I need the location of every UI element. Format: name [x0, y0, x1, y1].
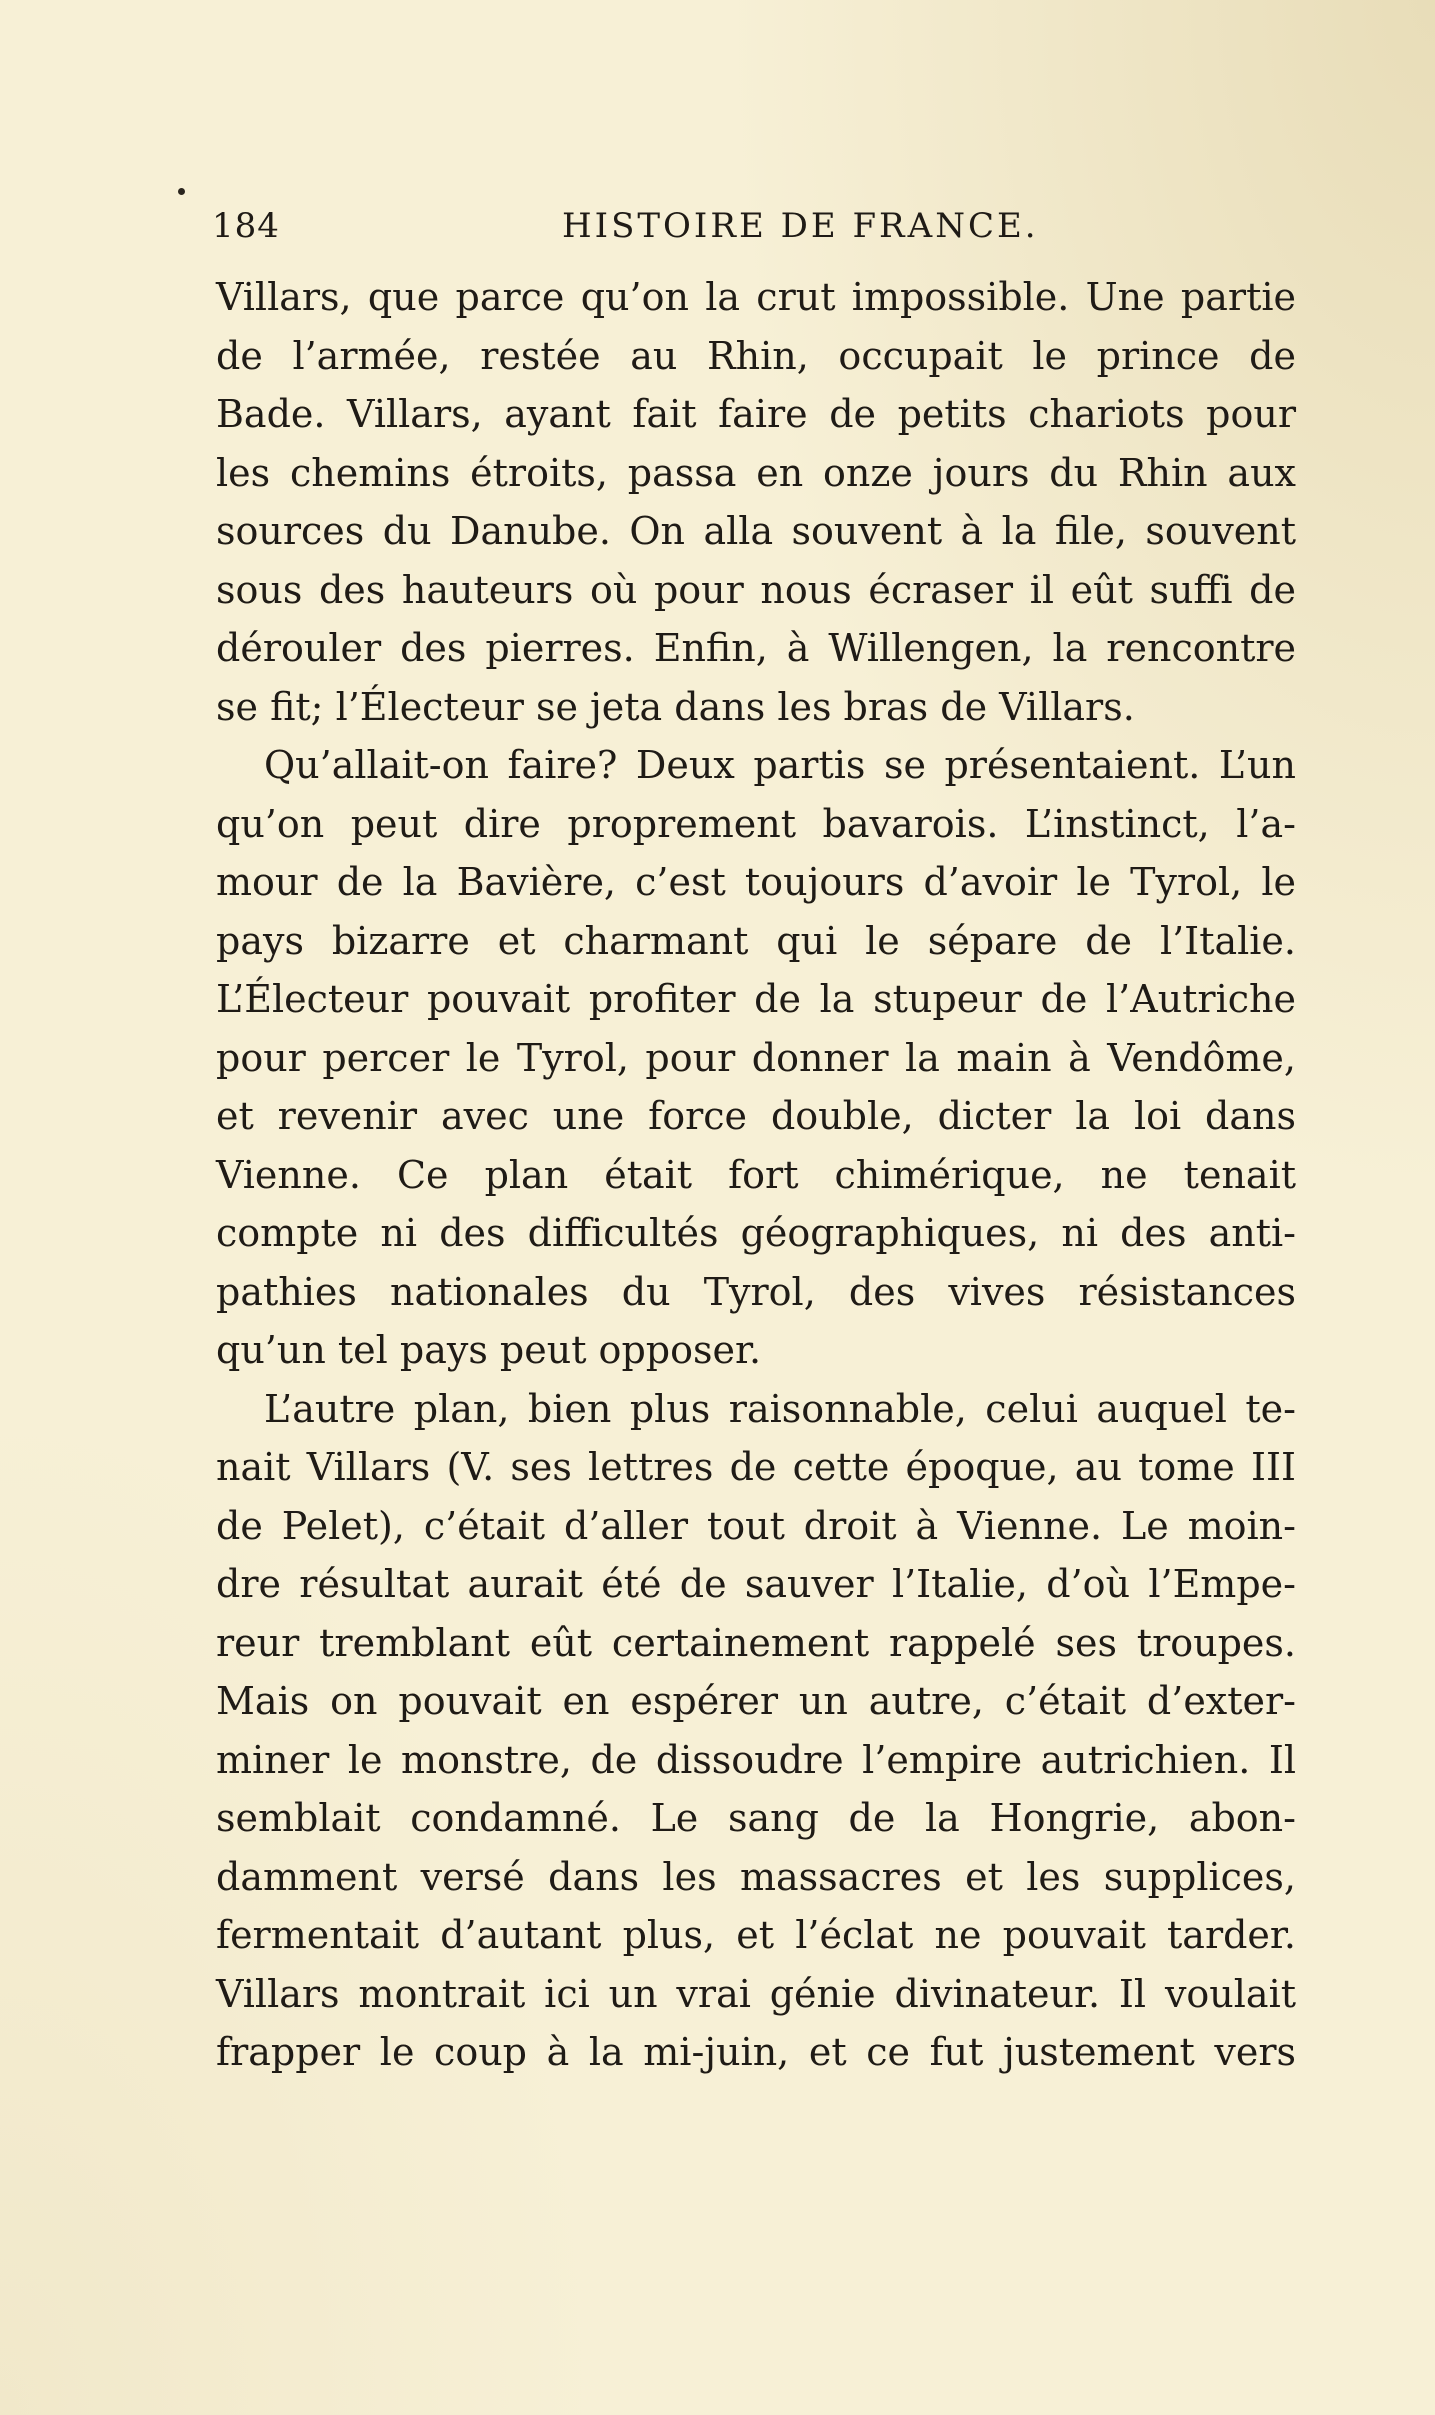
- text-line: reur tremblant eût certainement rappelé ses troupes.: [216, 1620, 1296, 1665]
- text-line: nait Villars (V. ses lettres de cette époque, au tome III: [216, 1445, 1296, 1489]
- text-line: Qu’allait-on faire? Deux partis se présentaient. L’un: [264, 743, 1296, 787]
- text-line: semblait condamné. Le sang de la Hongrie, abon-: [216, 1796, 1296, 1840]
- text-line: sous des hauteurs où pour nous écraser il eût suffi de: [216, 567, 1296, 612]
- text-line: et revenir avec une force double, dicter la loi dans: [216, 1094, 1296, 1138]
- text-line: se fit; l’Électeur se jeta dans les bras de Villars.: [216, 684, 1135, 729]
- text-line: qu’un tel pays peut opposer.: [216, 1328, 762, 1372]
- paragraph-2: [216, 736, 1296, 1380]
- text-line: les chemins étroits, passa en onze jours du Rhin aux: [216, 450, 1296, 495]
- body-text: [216, 268, 1296, 2082]
- text-line: mour de la Bavière, c’est toujours d’avoir le Tyrol, le: [216, 860, 1296, 904]
- text-line: pathies nationales du Tyrol, des vives résistances: [216, 1269, 1296, 1314]
- text-line: qu’on peut dire proprement bavarois. L’instinct, l’a-: [216, 801, 1296, 846]
- text-line: damment versé dans les massacres et les supplices,: [216, 1854, 1296, 1899]
- text-line: Bade. Villars, ayant fait faire de petits chariots pour: [216, 392, 1296, 436]
- running-head: [212, 200, 1292, 260]
- text-line: frapper le coup à la mi-juin, et ce fut justement vers: [216, 2030, 1296, 2074]
- text-line: sources du Danube. On alla souvent à la file, souvent: [216, 509, 1296, 553]
- page-number: 184: [212, 206, 280, 246]
- text-line: dérouler des pierres. Enfin, à Willengen, la rencontre: [216, 626, 1296, 670]
- paragraph-1: [216, 268, 1296, 736]
- ink-dot: [178, 188, 185, 195]
- text-line: compte ni des difficultés géographiques, ni des anti-: [216, 1211, 1296, 1255]
- text-line: Villars montrait ici un vrai génie divinateur. Il voulait: [216, 1971, 1296, 2016]
- text-line: Vienne. Ce plan était fort chimérique, ne tenait: [216, 1152, 1296, 1197]
- paragraph-3: [216, 1380, 1296, 2082]
- text-line: pour percer le Tyrol, pour donner la main à Vendôme,: [216, 1035, 1296, 1080]
- text-line: L’Électeur pouvait profiter de la stupeur de l’Autriche: [216, 977, 1296, 1021]
- text-line: pays bizarre et charmant qui le sépare de l’Italie.: [216, 918, 1296, 963]
- text-line: L’autre plan, bien plus raisonnable, celui auquel te-: [264, 1386, 1296, 1431]
- text-line: de Pelet), c’était d’aller tout droit à Vienne. Le moin-: [216, 1503, 1296, 1548]
- text-line: dre résultat aurait été de sauver l’Italie, d’où l’Empe-: [216, 1562, 1296, 1606]
- text-line: Villars, que parce qu’on la crut impossible. Une partie: [216, 275, 1296, 319]
- text-line: fermentait d’autant plus, et l’éclat ne pouvait tarder.: [216, 1913, 1296, 1957]
- page-title: HISTOIRE DE FRANCE.: [562, 206, 1039, 246]
- text-line: de l’armée, restée au Rhin, occupait le prince de: [216, 333, 1296, 378]
- text-line: Mais on pouvait en espérer un autre, c’était d’exter-: [216, 1679, 1296, 1723]
- text-line: miner le monstre, de dissoudre l’empire autrichien. Il: [216, 1737, 1296, 1782]
